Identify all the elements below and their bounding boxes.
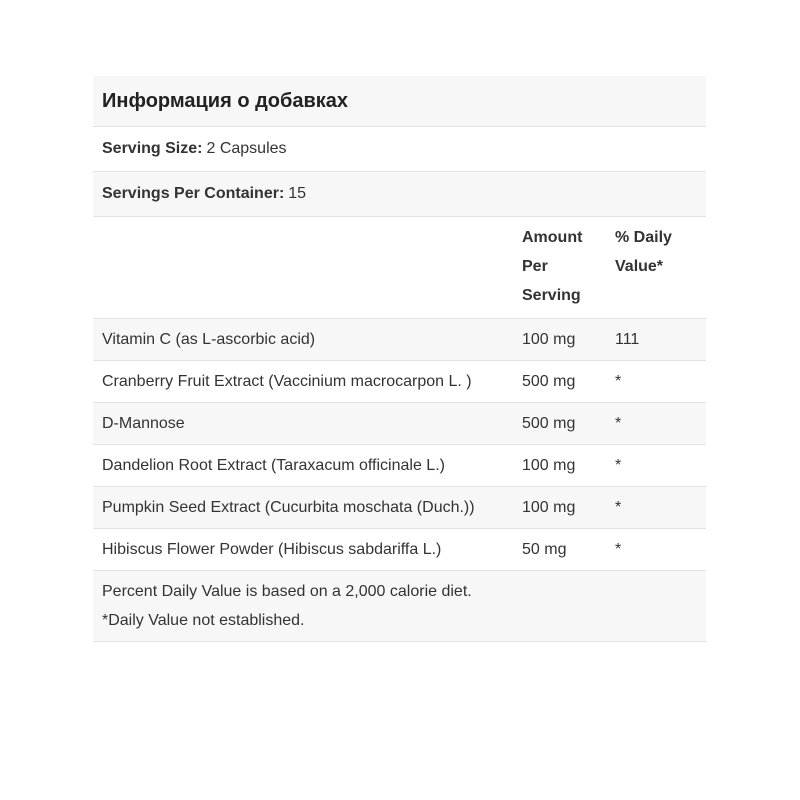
nutrient-name: Dandelion Root Extract (Taraxacum officinale L.) xyxy=(93,445,514,487)
nutrient-amount: 100 mg xyxy=(514,319,615,361)
supplement-facts-panel xyxy=(93,76,706,642)
table-row xyxy=(93,529,706,571)
panel-title: Информация о добавках xyxy=(93,76,706,127)
nutrient-name: D-Mannose xyxy=(93,403,514,445)
table-row xyxy=(93,361,706,403)
nutrient-column-header xyxy=(93,217,514,319)
nutrient-daily-value: * xyxy=(615,445,706,487)
serving-size-label: Serving Size: xyxy=(102,140,203,157)
nutrient-name: Pumpkin Seed Extract (Cucurbita moschata (Duch.)) xyxy=(93,487,514,529)
table-row xyxy=(93,445,706,487)
amount-header-line: Amount xyxy=(522,229,583,246)
nutrient-amount: 50 mg xyxy=(514,529,615,571)
nutrient-name: Hibiscus Flower Powder (Hibiscus sabdariffa L.) xyxy=(93,529,514,571)
table-header-row xyxy=(93,217,706,319)
servings-per-container-row xyxy=(93,172,706,217)
servings-per-container-value: 15 xyxy=(288,185,307,202)
amount-header-line: Per xyxy=(522,258,548,275)
nutrient-daily-value: * xyxy=(615,403,706,445)
nutrient-daily-value: * xyxy=(615,487,706,529)
nutrient-daily-value: * xyxy=(615,529,706,571)
daily-value-column-header xyxy=(615,217,706,319)
daily-value-header-line: % Daily xyxy=(615,229,672,246)
footnote-daily-value-basis: Percent Daily Value is based on a 2,000 calorie diet. xyxy=(102,583,472,600)
nutrient-name: Vitamin C (as L-ascorbic acid) xyxy=(93,319,514,361)
amount-column-header xyxy=(514,217,615,319)
nutrient-daily-value: 111 xyxy=(615,319,706,361)
nutrient-daily-value: * xyxy=(615,361,706,403)
servings-per-container-label: Servings Per Container: xyxy=(102,185,285,202)
footnote-not-established: *Daily Value not established. xyxy=(102,612,305,629)
table-row xyxy=(93,319,706,361)
nutrient-amount: 500 mg xyxy=(514,403,615,445)
nutrient-table xyxy=(93,217,706,571)
daily-value-header-line: Value* xyxy=(615,258,664,275)
nutrient-amount: 100 mg xyxy=(514,487,615,529)
serving-size-value: 2 Capsules xyxy=(206,140,287,157)
amount-header-line: Serving xyxy=(522,287,581,304)
nutrient-name: Cranberry Fruit Extract (Vaccinium macrocarpon L. ) xyxy=(93,361,514,403)
nutrient-amount: 100 mg xyxy=(514,445,615,487)
table-row xyxy=(93,403,706,445)
footnotes xyxy=(93,571,706,642)
nutrient-amount: 500 mg xyxy=(514,361,615,403)
table-row xyxy=(93,487,706,529)
serving-size-row xyxy=(93,127,706,172)
